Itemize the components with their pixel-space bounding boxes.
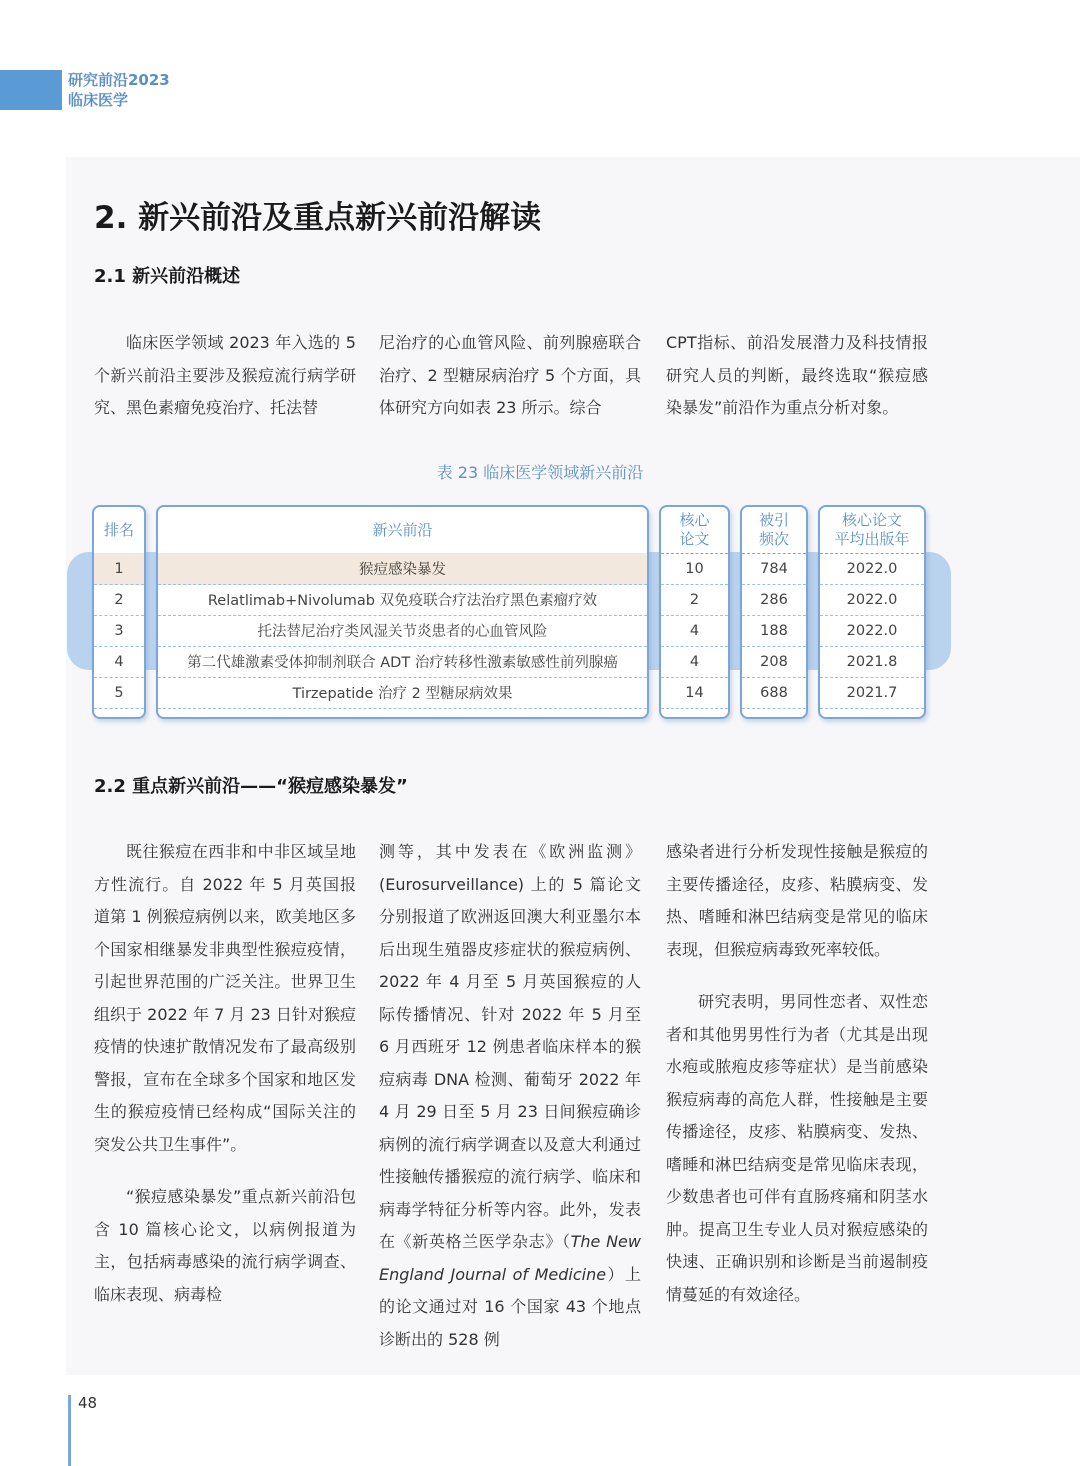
table-cell-cited: 188 <box>742 615 806 647</box>
overview-column-2 <box>379 327 641 425</box>
focus-column-3 <box>666 836 928 1311</box>
table-cell-front: Tirzepatide 治疗 2 型糖尿病效果 <box>158 677 647 709</box>
table-cell-front: 第二代雄激素受体抑制剂联合 ADT 治疗转移性激素敏感性前列腺癌 <box>158 646 647 678</box>
running-header-line1: 研究前沿2023 <box>68 71 170 89</box>
section-heading-2-1: 2.1 新兴前沿概述 <box>94 266 241 287</box>
focus-paragraph-5: 研究表明，男同性恋者、双性恋者和其他男男性行为者（尤其是出现水疱或脓疱皮疹等症状）是当前感染猴痘病毒的高危人群，性接触是主要传播途径，皮疹、粘膜病变、发热、嗜睡和淋巴结病变是常见临床表现，少数患者也可伴有直肠疼痛和阴茎水肿。提高卫生专业人员对猴痘感染的快速、正确识别和诊断是当前遏制疫情蔓延的有效途径。 <box>666 992 928 1304</box>
header-cited-line1: 被引 <box>758 511 789 529</box>
footer-bar <box>68 1395 71 1466</box>
table-cell-year: 2022.0 <box>820 615 924 647</box>
section-heading-2-2: 2.2 重点新兴前沿——“猴痘感染暴发” <box>94 776 408 797</box>
focus-text-b: ）上的论文通过对 16 个国家 43 个地点诊断出的 528 例 <box>379 1264 641 1349</box>
focus-text-a: 测等，其中发表在《欧洲监测》(Eurosurveillance) 上的 5 篇论文分别报道了欧洲返回澳大利亚墨尔本后出现生殖器皮疹症状的猴痘病例、2022 年 4 月至 5 月英国猴痘的人际传播情况、针对 2022 年 5 月至 6 月西班牙 12 例患者临床样本的猴痘病毒 DNA 检测、葡萄牙 2022 年 4 月 29 日至 5 月 23 日间猴痘确诊病例的流行病学调查以及意大利通过性接触传播猴痘的流行病学、临床和病毒学特征分析等内容。此外，发表在《新英格兰医学杂志》（ <box>379 842 641 1251</box>
table-cell-cited: 784 <box>742 553 806 585</box>
table-cell-rank: 4 <box>94 646 144 678</box>
table-cell-rank: 5 <box>94 677 144 709</box>
header-core-line2: 论文 <box>679 530 710 548</box>
table-column-core-papers <box>659 505 730 719</box>
header-core-line1: 核心 <box>679 511 710 529</box>
focus-paragraph-3 <box>379 836 641 1356</box>
table-column-avg-year <box>818 505 926 719</box>
table-cell-year: 2021.8 <box>820 646 924 678</box>
header-year-line2: 平均出版年 <box>834 530 910 548</box>
journal-title: The New England Journal of Medicine <box>379 1232 641 1284</box>
focus-paragraph-2: “猴痘感染暴发”重点新兴前沿包含 10 篇核心论文，以病例报道为主，包括病毒感染的流行病学调查、临床表现、病毒检 <box>94 1187 356 1304</box>
overview-paragraph-2: 尼治疗的心血管风险、前列腺癌联合治疗、2 型糖尿病治疗 5 个方面，具体研究方向如表 23 所示。综合 <box>379 333 641 417</box>
table-cell-front: 托法替尼治疗类风湿关节炎患者的心血管风险 <box>158 615 647 647</box>
table-cell-cited: 286 <box>742 584 806 616</box>
overview-paragraph-3: CPT指标、前沿发展潜力及科技情报研究人员的判断，最终选取“猴痘感染暴发”前沿作为重点分析对象。 <box>666 333 928 417</box>
table-cell-core: 14 <box>661 677 728 709</box>
focus-paragraph-1: 既往猴痘在西非和中非区域呈地方性流行。自 2022 年 5 月英国报道第 1 例猴痘病例以来，欧美地区多个国家相继暴发非典型性猴痘疫情，引起世界范围的广泛关注。世界卫生组织于 2022 年 7 月 23 日针对猴痘疫情的快速扩散情况发布了最高级别警报，宣布在全球多个国家和地区发生的猴痘疫情已经构成“国际关注的突发公共卫生事件”。 <box>94 842 356 1154</box>
table-cell-rank: 3 <box>94 615 144 647</box>
overview-column-1 <box>94 327 356 425</box>
table-cell-front: Relatlimab+Nivolumab 双免疫联合疗法治疗黑色素瘤疗效 <box>158 584 647 616</box>
table-caption: 表 23 临床医学领域新兴前沿 <box>436 463 644 482</box>
table-cell-year: 2021.7 <box>820 677 924 709</box>
overview-column-3 <box>666 327 928 425</box>
focus-paragraph-4: 感染者进行分析发现性接触是猴痘的主要传播途径，皮疹、粘膜病变、发热、嗜睡和淋巴结病变是常见的临床表现，但猴痘病毒致死率较低。 <box>666 842 928 959</box>
running-header <box>68 70 170 110</box>
header-color-block <box>0 70 62 110</box>
page-number: 48 <box>78 1394 98 1412</box>
table-cell-cited: 688 <box>742 677 806 709</box>
header-year-line1: 核心论文 <box>841 511 902 529</box>
table-cell-year: 2022.0 <box>820 553 924 585</box>
table-column-front <box>156 505 649 719</box>
table-cell-core: 2 <box>661 584 728 616</box>
table-cell-front: 猴痘感染暴发 <box>158 553 647 585</box>
overview-paragraph-1: 临床医学领域 2023 年入选的 5 个新兴前沿主要涉及猴痘流行病学研究、黑色素瘤免疫治疗、托法替 <box>94 333 356 417</box>
table-cell-rank: 1 <box>94 553 144 585</box>
table-column-citations <box>740 505 808 719</box>
header-cited-line2: 频次 <box>758 530 789 548</box>
table-header-core-papers <box>661 507 728 554</box>
table-header-avg-year <box>820 507 924 554</box>
focus-column-1 <box>94 836 356 1311</box>
table-header-rank: 排名 <box>94 507 144 554</box>
table-cell-rank: 2 <box>94 584 144 616</box>
table-cell-core: 4 <box>661 646 728 678</box>
table-header-front: 新兴前沿 <box>158 507 647 554</box>
table-cell-core: 10 <box>661 553 728 585</box>
table-cell-cited: 208 <box>742 646 806 678</box>
focus-column-2 <box>379 836 641 1356</box>
table-header-citations <box>742 507 806 554</box>
table-cell-year: 2022.0 <box>820 584 924 616</box>
running-header-line2: 临床医学 <box>68 91 129 109</box>
table-cell-core: 4 <box>661 615 728 647</box>
page-title: 2. 新兴前沿及重点新兴前沿解读 <box>94 200 542 236</box>
table-column-rank <box>92 505 146 719</box>
